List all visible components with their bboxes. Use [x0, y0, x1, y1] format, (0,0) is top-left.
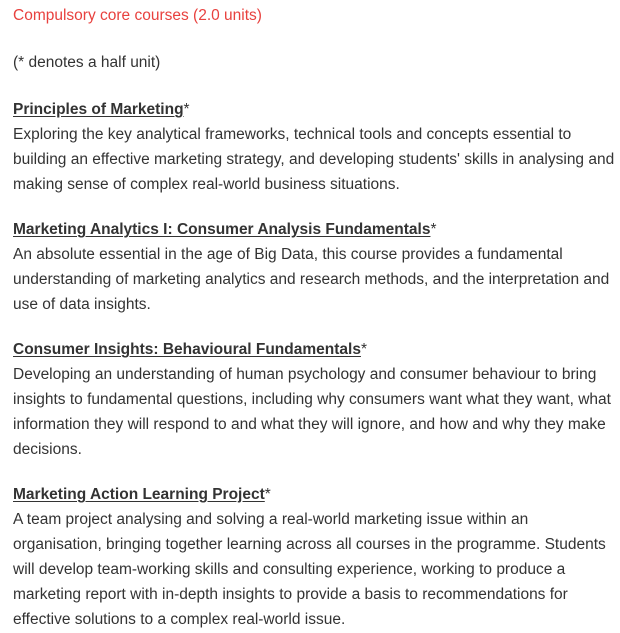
course-item: [13, 337, 617, 462]
course-title-link[interactable]: Principles of Marketing: [13, 101, 184, 118]
course-item: [13, 217, 617, 317]
course-description: A team project analysing and solving a real-world marketing issue within an organisation, bringing together learning across all courses in the programme. Students will develop team-working skills and consulting experience, working to produce a marketing report with in-depth insights to provide a basis to recommendations for effective solutions to a complex real-world issue.: [13, 511, 606, 628]
course-description: Exploring the key analytical frameworks, technical tools and concepts essential to building an effective marketing strategy, and developing students' skills in analysing and making sense of complex real-world business situations.: [13, 126, 615, 193]
course-item: [13, 482, 617, 632]
course-title-line: [13, 97, 617, 122]
course-title-link[interactable]: Marketing Action Learning Project: [13, 486, 265, 503]
course-title-line: [13, 337, 617, 362]
course-item: [13, 97, 617, 197]
course-description: An absolute essential in the age of Big Data, this course provides a fundamental understanding of marketing analytics and research methods, and the interpretation and use of data insights.: [13, 246, 610, 313]
course-title-line: [13, 217, 617, 242]
course-description: Developing an understanding of human psychology and consumer behaviour to bring insights to fundamental questions, including why consumers want what they want, what information they will respond to and what they will ignore, and how and why they make decisions.: [13, 366, 611, 458]
half-unit-note: (* denotes a half unit): [13, 54, 161, 71]
section-heading: Compulsory core courses (2.0 units): [13, 7, 262, 24]
half-unit-marker: *: [264, 486, 271, 503]
half-unit-marker: *: [430, 221, 437, 238]
half-unit-marker: *: [183, 101, 190, 118]
course-title-line: [13, 482, 617, 507]
half-unit-marker: *: [360, 341, 367, 358]
course-title-link[interactable]: Marketing Analytics I: Consumer Analysis Fundamentals: [13, 221, 431, 238]
course-title-link[interactable]: Consumer Insights: Behavioural Fundamentals: [13, 341, 361, 358]
